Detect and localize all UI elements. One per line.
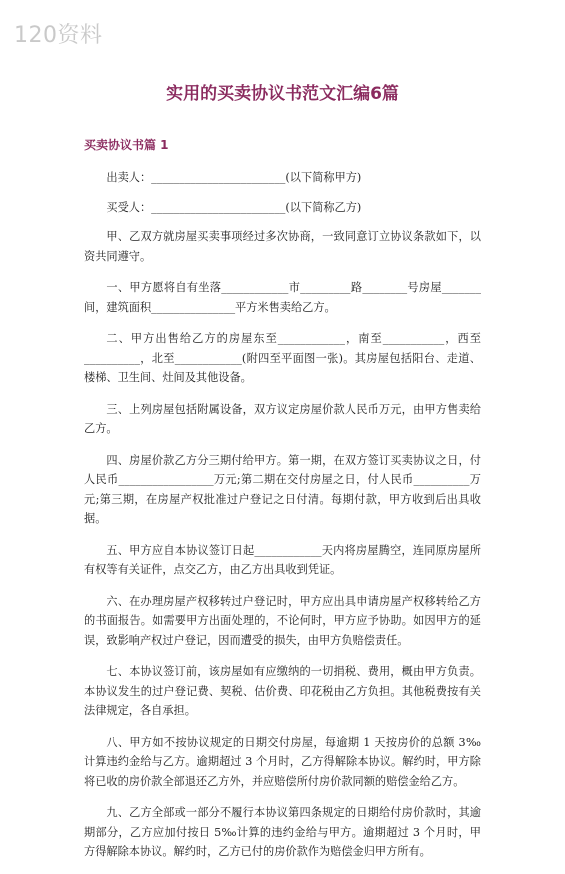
document-title: 实用的买卖协议书范文汇编6篇 [166, 84, 399, 104]
clause-2: 二、甲方出售给乙方的房屋东至____________，南至___________，西至__________，北至____________(附四至平面图一张)。其房屋包括阳台、走道、楼梯、卫生间、灶间及其他设备。 [84, 332, 481, 384]
buyer-line: 买受人：________________________(以下简称乙方) [106, 200, 362, 214]
watermark-logo: 120资料 [14, 23, 103, 48]
clause-3: 三、上列房屋包括附属设备，双方议定房屋价款人民币万元，由甲方售卖给乙方。 [84, 402, 481, 435]
clause-8: 八、甲方如不按协议规定的日期交付房屋，每逾期 1 天按房价的总额 3‰计算违约金给与乙方。逾期超过 3 个月时，乙方得解除本协议。解约时，甲方除将已收的房价款全部退还乙方外，并应赔偿所付房价款同额的赔偿金给乙方。 [84, 735, 481, 788]
clause-4: 四、房屋价款乙方分三期付给甲方。第一期，在双方签订买卖协议之日，付人民币_________________万元;第二期在交付房屋之日，付人民币__________万元;第三期，在房屋产权批准过户登记之日付清。每期付款，甲方收到后出具收据。 [84, 453, 481, 525]
clause-1: 一、甲方愿将自有坐落____________市_________路________号房屋_______间，建筑面积_______________平方米售卖给乙方。 [84, 281, 481, 314]
agreement-body [84, 168, 481, 874]
seller-line: 出卖人：________________________(以下简称甲方) [106, 171, 362, 184]
clause-6: 六、在办理房屋产权移转过户登记时，甲方应出具申请房屋产权移转给乙方的书面报告。如需要甲方出面处理的，不论何时，甲方应予协助。如因甲方的延误，致影响产权过户登记，因而遭受的损失，由甲方负赔偿责任。 [84, 594, 481, 647]
clause-9: 九、乙方全部或一部分不履行本协议第四条规定的日期给付房价款时，其逾期部分，乙方应加付按日 5‰计算的违约金给与甲方。逾期超过 3 个月时，甲方得解除本协议。解约时，乙方已付的房价款作为赔偿金归甲方所有。 [84, 806, 481, 858]
clause-7: 七、本协议签订前，该房屋如有应缴纳的一切捐税、费用，概由甲方负责。本协议发生的过户登记费、契税、估价费、印花税由乙方负担。其他税费按有关法律规定，各自承担。 [84, 665, 481, 717]
preamble-paragraph: 甲、乙双方就房屋买卖事项经过多次协商，一致同意订立协议条款如下，以资共同遵守。 [84, 230, 481, 263]
clause-5: 五、甲方应自本协议签订日起____________天内将房屋腾空，连同原房屋所有权等有关证件，点交乙方，由乙方出具收到凭证。 [84, 543, 481, 576]
section-heading: 买卖协议书篇 1 [84, 138, 169, 152]
